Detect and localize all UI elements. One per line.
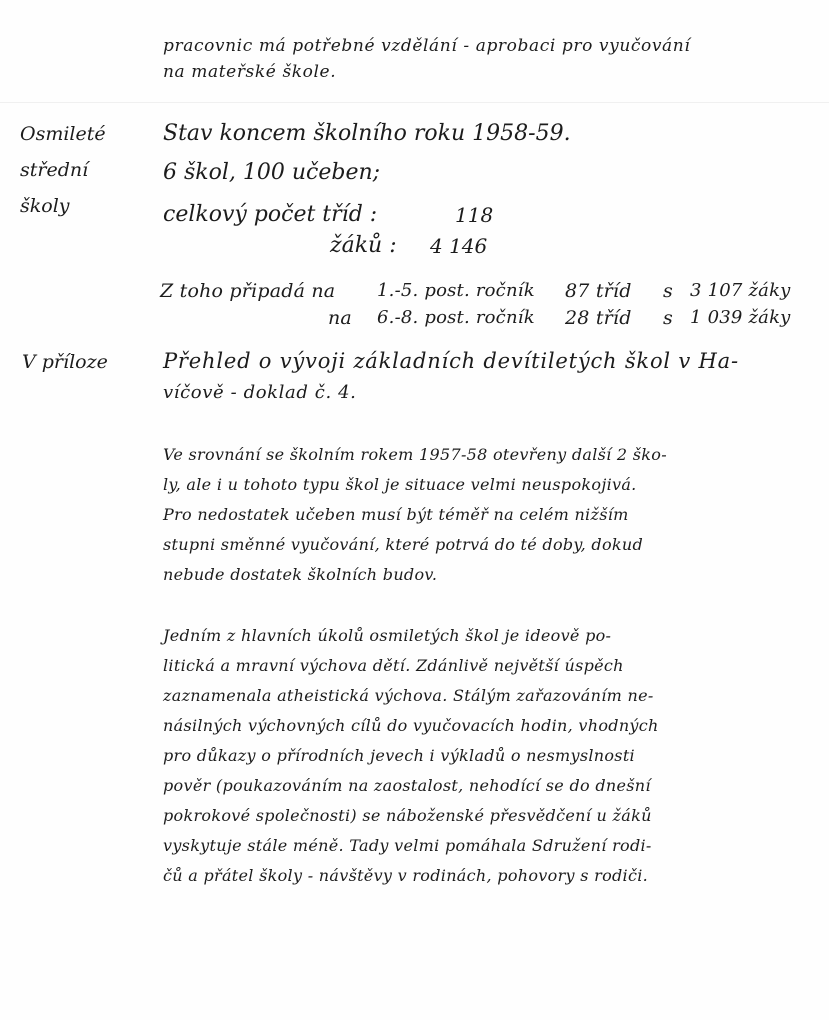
paragraph-1 (163, 440, 813, 590)
paragraph-line: Ve srovnání se školním rokem 1957-58 otevřeny další 2 ško- (163, 445, 667, 464)
classes-label: celkový počet tříd : (163, 202, 378, 227)
intro-line-1: pracovnic má potřebné vzdělání - aprobaci pro vyučování (163, 36, 691, 56)
margin-note-priloha: V příloze (22, 351, 108, 373)
paragraph-line: nebude dostatek školních budov. (163, 565, 438, 584)
margin-line: střední (20, 159, 89, 181)
breakdown-classes-2: 28 tříd (565, 307, 632, 329)
breakdown-classes-1: 87 tříd (565, 280, 632, 302)
paragraph-line: násilných výchovných cílů do vyučovacích hodin, vhodných (163, 716, 659, 735)
breakdown-pupils-1: 3 107 žáky (690, 280, 791, 301)
paragraph-line: Pro nedostatek učeben musí být téměř na celém nižším (163, 505, 629, 524)
breakdown-pupils-2: 1 039 žáky (690, 307, 791, 328)
schools-line: 6 škol, 100 učeben; (163, 160, 381, 185)
paragraph-line: Jedním z hlavních úkolů osmiletých škol je ideově po- (163, 626, 612, 645)
paragraph-line: stupni směnné vyučování, které potrvá do té doby, dokud (163, 535, 644, 554)
classes-value: 118 (455, 203, 494, 227)
paragraph-line: čů a přátel školy - návštěvy v rodinách, pohovory s rodiči. (163, 866, 649, 885)
paragraph-line: pokrokové společnosti) se náboženské přesvědčení u žáků (163, 806, 652, 825)
attachment-line-2: víčově - doklad č. 4. (163, 382, 357, 403)
paragraph-line: vyskytuje stále méně. Tady velmi pomáhala Sdružení rodi- (163, 836, 652, 855)
breakdown-s-1: s (663, 280, 673, 302)
breakdown-lead-2: na (328, 307, 352, 329)
section-heading: Stav koncem školního roku 1958-59. (163, 121, 571, 146)
paragraph-line: litická a mravní výchova dětí. Zdánlivě největší úspěch (163, 656, 624, 675)
paragraph-line: ly, ale i u tohoto typu škol je situace velmi neuspokojivá. (163, 475, 637, 494)
margin-line: školy (20, 195, 70, 217)
paragraph-line: pověr (poukazováním na zaostalost, nehodící se do dnešní (163, 776, 651, 795)
paragraph-2 (163, 621, 813, 891)
breakdown-s-2: s (663, 307, 673, 329)
breakdown-lead-1: Z toho připadá na (160, 280, 336, 302)
margin-note-osmilete (20, 116, 106, 224)
scan-shadow-line (0, 102, 829, 103)
paragraph-line: pro důkazy o přírodních jevech i výkladů o nesmyslnosti (163, 746, 635, 765)
breakdown-grades-2: 6.-8. post. ročník (377, 307, 535, 328)
intro-line-2: na mateřské škole. (163, 62, 337, 82)
attachment-line-1: Přehled o vývoji základních devítiletých škol v Ha- (163, 349, 739, 373)
paragraph-line: zaznamenala atheistická výchova. Stálým zařazováním ne- (163, 686, 654, 705)
breakdown-grades-1: 1.-5. post. ročník (377, 280, 535, 301)
pupils-label: žáků : (330, 233, 397, 258)
pupils-value: 4 146 (430, 234, 488, 258)
margin-line: Osmileté (20, 123, 106, 145)
